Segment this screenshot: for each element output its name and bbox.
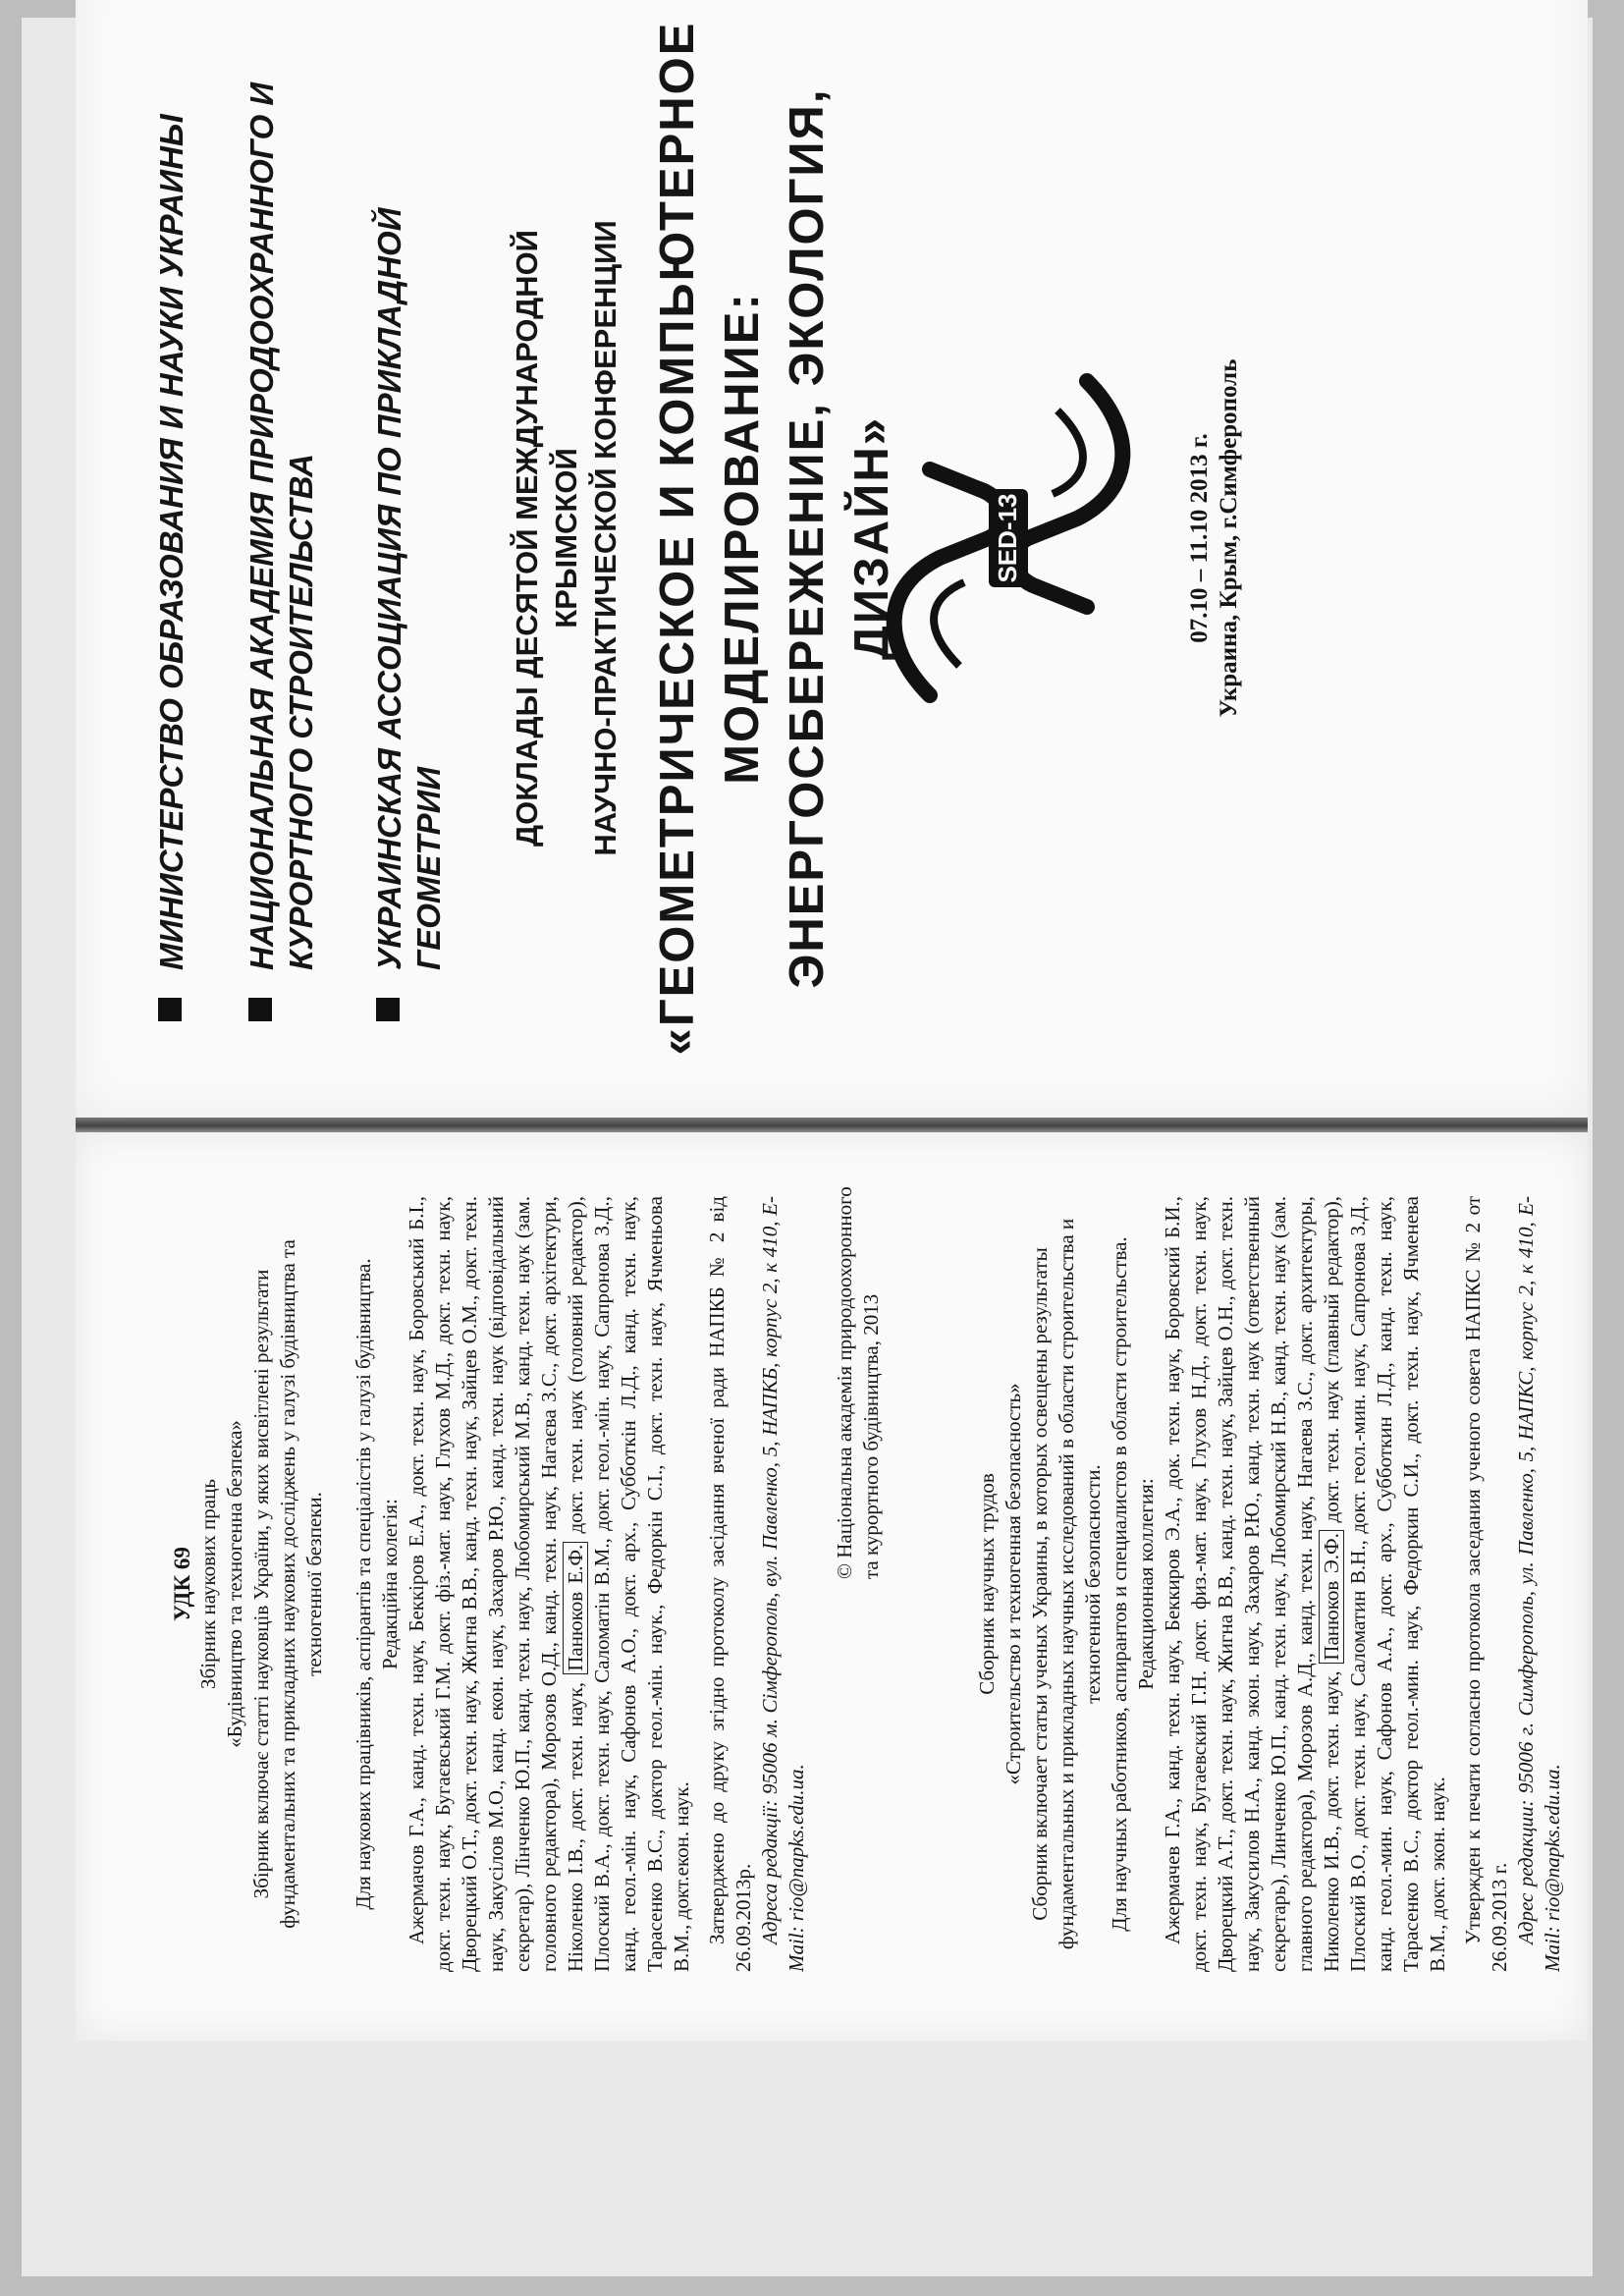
ru-approval-note: Утвержден к печати согласно протокола заседания ученого совета НАПКС № 2 от 26.09.2013 г. — [1461, 1196, 1511, 1972]
conference-title — [645, 0, 904, 1078]
title-page — [76, 0, 1588, 1118]
ua-editorial-address: Адреса редакції: 95006 м. Сімферополь, вул. Павленко, 5, НАПКБ, корпус 2, к 410, E-Mail: rio@napks.edu.ua. — [758, 1196, 808, 1972]
conference-logo-icon — [871, 342, 1146, 735]
ua-copyright: © Національна академія природоохоронного та курортного будівництва, 2013 — [833, 1186, 883, 1579]
reports-line-3: НАУЧНО-ПРАКТИЧЕСКОЙ КОНФЕРЕНЦИИ — [588, 220, 623, 856]
conference-dates: 07.10 – 11.10 2013 г. — [1186, 433, 1213, 643]
ua-board-text-1: Ажермачов Г.А., канд. техн. наук, Беккіров Е.А., докт. техн. наук, Боровський Б.І., докт. техн. наук, Бугаєвський Г.М. докт. фіз.-мат. наук, Глухов М.Д., докт. техн. наук, Дворецкий О.Т., докт. техн. наук, Жигна В.В., канд. техн. наук, Зайцев О.М., докт. техн. наук, Закусілов М.О., канд. екон. наук, Захаров Р.Ю., канд. техн. наук (відповідальний секретар), Лінченко Ю.П., канд. техн. наук, Любомирський М.В., канд. техн. наук (зам. головного редактора), Морозов О.Д., канд. техн. наук, Нагаєва З.С., докт. архітектури, Ніколенко І.В., докт. техн. наук, — [405, 1196, 587, 1972]
bullet-square-icon — [376, 998, 400, 1021]
reports-line-1: ДОКЛАДЫ ДЕСЯТОЙ МЕЖДУНАРОДНОЙ — [510, 230, 544, 847]
bullet-square-icon — [248, 998, 272, 1021]
book-spine — [76, 1118, 1588, 1132]
reports-line-2: КРЫМСКОЙ — [549, 448, 583, 629]
title-line-3: ЭНЕРГОСБЕРЕЖЕНИЕ, ЭКОЛОГИЯ, — [781, 87, 834, 989]
title-line-1: «ГЕОМЕТРИЧЕСКОЕ И КОМПЬЮТЕРНОЕ — [651, 21, 704, 1056]
ua-series-title: «Будівництво та техногенна безпека» — [223, 1420, 246, 1748]
ua-editorial-board — [404, 1196, 695, 1972]
title-line-2: МОДЕЛИРОВАНИЕ: — [716, 292, 769, 785]
scanned-spread — [22, 18, 1593, 2276]
title-line-4: ДИЗАЙН» — [845, 415, 898, 661]
ru-board-text-2: докт. техн. наук (главный редактор), Плоский В.О., докт. техн. наук, Саломатин В.Н., докт. геол.-мин. наук, Сапронова З.Д., канд. геол.-мин. наук, Сафонов А.А., докт. арх., Субботкин Л.Д., канд. техн. наук, Тарасенко В.С., доктор геол.-мин. наук, Федоркин С.И., докт. техн. наук, Ячменева В.М., докт. экон. наук. — [1320, 1195, 1449, 1972]
org-ministry — [152, 8, 191, 970]
bullet-square-icon — [158, 998, 182, 1021]
org-academy-label: НАЦИОНАЛЬНАЯ АКАДЕМИЯ ПРИРОДООХРАННОГО И КУРОРТНОГО СТРОИТЕЛЬСТВА — [244, 82, 319, 970]
ru-description: Сборник включает статьи ученых Украины, в которых освещены результаты фундаментальных и прикладных научных исследований в области строительства и техногенной безопасности. — [1028, 1218, 1105, 1950]
book-spread — [76, 0, 1588, 2041]
ua-description: Збірник включає статті науковців України, у яких висвітлені результати фундаментальних та прикладних наукових досліджень у галузі будівництва та техногенної безпеки. — [249, 1239, 326, 1929]
conference-place: Украина, Крым, г.Симферополь — [1216, 358, 1242, 718]
ru-editorial-board — [1160, 1196, 1451, 1972]
ua-editor-in-chief: Панюков Е.Ф. — [563, 1542, 588, 1674]
logo-label: SED-13 — [993, 493, 1022, 583]
udc-code: УДК 69 — [170, 1547, 194, 1621]
ru-board-heading: Редакционная коллегия: — [1134, 1478, 1158, 1690]
ua-audience: Для наукових працівників, аспірантів та спеціалістів у галузі будівництва. — [352, 1258, 375, 1910]
ru-editor-in-chief: Панюков Э.Ф. — [1319, 1530, 1344, 1664]
ru-editorial-address: Адрес редакции: 95006 г. Симферополь, ул. Павленко, 5, НАПКС, корпус 2, к 410, E-Mail: rio@napks.edu.ua. — [1514, 1196, 1564, 1972]
ua-board-heading: Редакційна колегія: — [378, 1499, 402, 1669]
ru-audience: Для научных работников, аспирантов и специалистов в области строительства. — [1108, 1236, 1131, 1932]
imprint-page — [76, 1132, 1588, 2041]
ru-board-text-1: Ажермачев Г.А., канд. техн. наук, Беккиров Э.А., док. техн. наук, Боровский Б.И., докт. техн. наук, Бугаевский Г.Н. докт. физ.-мат. наук, Глухов Н.Д., докт. техн. наук, Дворецкий А.Т., докт. техн. наук, Жигна В.В., канд. техн. наук, Зайцев О.Н., докт. техн. наук, Закусилов Н.А., канд. экон. наук, Захаров Р.Ю., канд. техн. наук (ответственный секретарь), Линченко Ю.П., канд. техн. наук, Любомирский Н.В., канд. техн. наук (зам. главного редактора), Морозов А.Д., канд. техн. наук, Нагаева З.С., докт. архитектуры, Николенко И.В., докт. техн. наук, — [1161, 1196, 1343, 1972]
org-association-label: УКРАИНСКАЯ АССОЦИАЦИЯ ПО ПРИКЛАДНОЙ ГЕОМЕТРИИ — [371, 207, 447, 970]
ru-collection-title: Сборник научных трудов — [975, 1473, 999, 1695]
org-association — [370, 8, 449, 970]
ua-board-text-2: докт. техн. наук (головний редактор), Плоский В.А., докт. техн. наук, Саломатін В.М., докт. геол.-мін. наук, Сапронова З.Д., канд. геол.-мін. наук, Сафонов А.О., докт. арх., Субботкін Л.Д., канд. техн. наук, Тарасенко В.С., доктор геол.-мін. наук., Федоркін С.І., докт. техн. наук, Ячменьова В.М., докт.екон. наук. — [564, 1195, 693, 1972]
org-ministry-label: МИНИСТЕРСТВО ОБРАЗОВАНИЯ И НАУКИ УКРАИНЫ — [153, 114, 189, 970]
org-academy — [243, 8, 321, 970]
ru-series-title: «Строительство и техногенная безопасность» — [1001, 1383, 1025, 1785]
conference-reports-heading — [508, 0, 625, 1118]
ua-collection-title: Збірник наукових праць — [196, 1479, 220, 1689]
ua-approval-note: Затверджено до друку згідно протоколу засідання вченої ради НАПКБ № 2 від 26.09.2013р. — [705, 1196, 755, 1972]
